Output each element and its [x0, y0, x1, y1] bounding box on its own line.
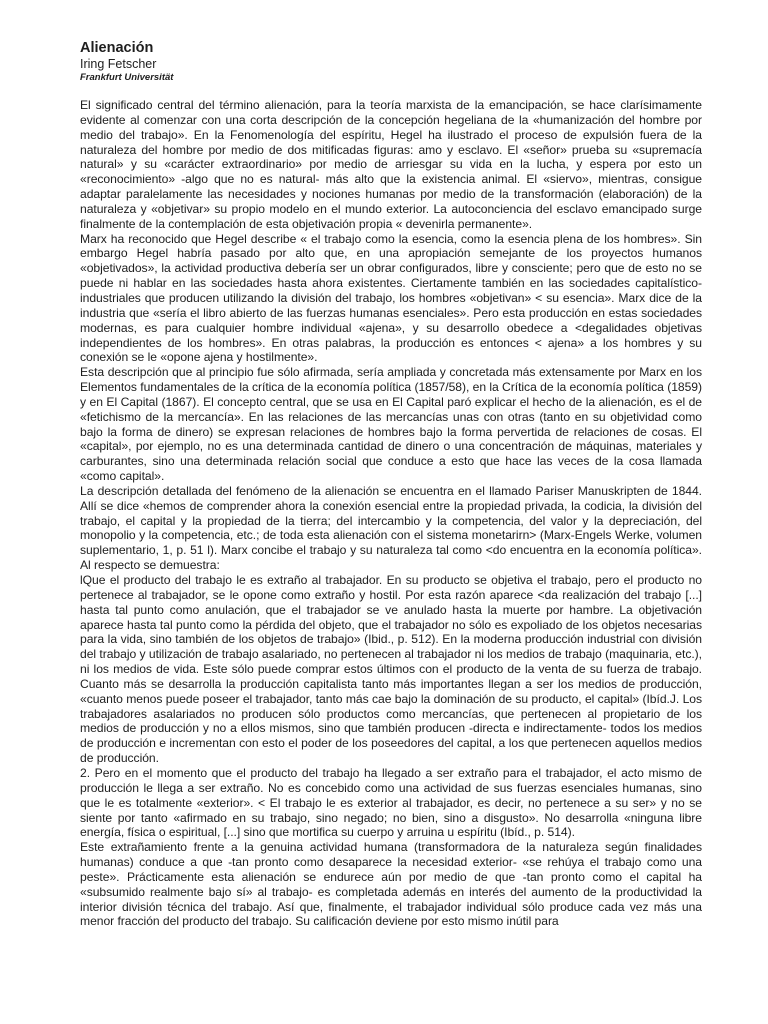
- author-name: Iring Fetscher: [80, 57, 157, 71]
- paragraph: lQue el producto del trabajo le es extraño al trabajador. En su producto se objetiva el trabajo, pero el producto no pertenece al trabajador, se le opone como extraño y hostil. Por esta razón aparece <da realización del trabajo [...] hasta tal punto como anulación, que el trabajador se ve anulado hasta la muerte por hambre. La objetivación aparece hasta tal punto como la pérdida del objeto, que el trabajador no sólo es expoliado de los objetos necesarias para la vida, sino también de los objetos de trabajo» (Ibid., p. 512). En la moderna producción industrial con división del trabajo y utilización de trabajo asalariado, no pertenecen al trabajador ni los medios de trabajo (maquinaria, etc.), ni los medios de vida. Este sólo puede comprar estos últimos con el producto de la venta de su fuerza de trabajo. Cuanto más se desarrolla la producción capitalista tanto más importantes llegan a ser los medios de producción, «cuanto menos puede poseer el trabajador, tanto más cae bajo la dominación de su producto, el capital» (Ibíd.J. Los trabajadores asalariados no producen sólo productos como mercancías, que pertenecen al propietario de los medios de producción y no a ellos mismos, sino que también producen -directa e indirectamente- todos los medios de producción e incrementan con esto el poder de los poseedores del capital, a los que pertenecen aquellos medios de producción.: [80, 573, 702, 766]
- paragraph: 2. Pero en el momento que el producto del trabajo ha llegado a ser extraño para el trabajador, el acto mismo de producción le llega a ser extraño. No es concebido como una actividad de sus fuerzas esenciales humanas, sino que le es totalmente «exterior». < El trabajo le es exterior al trabajador, es decir, no pertenece a su ser» y no se siente por tanto «afirmado en su trabajo, sino negado; no bien, sino a disgusto». No desarrolla «ninguna libre energía, física o espiritual, [...] sino que mortifica su cuerpo y arruina u espíritu (Ibíd., p. 514).: [80, 765, 702, 840]
- paragraph: Esta descripción que al principio fue sólo afirmada, sería ampliada y concretada más extensamente por Marx en los Elementos fundamentales de la crítica de la economía política (1857/58), en la Crítica de la economía política (1859) y en El Capital (1867). El concepto central, que se usa en El Capital paró explicar el hecho de la alienación, es el de «fetichismo de la mercancía». En las relaciones de las mercancías unas con otras (tanto en su objetividad como bajo la forma de dinero) se expresan relaciones de hombres bajo la forma pervertida de relaciones de cosas. El «capital», por ejemplo, no es una determinada cantidad de dinero o una concentración de máquinas, materiales y carburantes, sino una determinada relación social que conduce a esto que hace las veces de la cosa llamada «como capital».: [80, 365, 702, 484]
- paragraph: El significado central del término alienación, para la teoría marxista de la emancipación, se hace clarísimamente evidente al comenzar con una corta descripción de la concepción hegeliana de la «humanización del hombre por medio del trabajo». En la Fenomenología del espíritu, Hegel ha ilustrado el proceso de expulsión fuera de la naturaleza del hombre por medio de dos mitificadas figuras: amo y esclavo. El «señor» prueba su «supremacía natural» y su «carácter extraordinario» por medio de arriesgar su vida en la lucha, y espera por esto un «reconocimiento» -algo que no es natural- más alto que la existencia animal. El «siervo», mientras, consigue adaptar paralelamente las necesidades y nociones humanas por medio de la transformación (elaboración) de la naturaleza y «objetivar» su propio modelo en el mundo exterior. La autoconciencia del esclavo emancipado surge finalmente de la contemplación de esta objetivación propia « devenirla permanente».: [80, 98, 702, 231]
- author-affiliation: Frankfurt Universität: [80, 72, 174, 83]
- paragraph: La descripción detallada del fenómeno de la alienación se encuentra en el llamado Pariser Manuskripten de 1844. Allí se dice «hemos de comprender ahora la conexión esencial entre la propiedad privada, la codicia, la división del trabajo, el capital y la propiedad de la tierra; del intercambio y la competencia, del valor y la depreciación, del monopolio y la competencia, etc.; de toda esta alienación con el sistema monetarirn> (Marx-Engels Werke, volumen suplementario, 1, p. 51 l). Marx concibe el trabajo y su naturaleza tal como <do encuentra en la economía política». Al respecto se demuestra:: [80, 483, 702, 573]
- paragraph: Este extrañamiento frente a la genuina actividad humana (transformadora de la naturaleza según finalidades humanas) conduce a que -tan pronto como desaparece la necesidad exterior- «se rehúya el trabajo como una peste». Prácticamente esta alienación se endurece aún por medio de que -tan pronto como el capital ha «subsumido realmente bajo sí» al trabajo- es completada además en interés del aumento de la productividad la interior división técnica del trabajo. Así que, finalmente, el trabajador individual sólo produce cada vez más una menor fracción del producto del trabajo. Su calificación deviene por esto mismo inútil para: [80, 840, 702, 929]
- document-title: Alienación: [80, 40, 154, 56]
- article-body: [80, 98, 702, 929]
- paragraph: Marx ha reconocido que Hegel describe « el trabajo como la esencia, como la esencia plena de los hombres». Sin embargo Hegel habría pasado por alto que, en una apropiación semejante de los proyectos humanos «objetivados», la actividad productiva debería ser un obrar configurados, libre y consciente; pero que de esto no se puede ni hablar en las sociedades hasta ahora existentes. Ciertamente también en las sociedades capitalístico-industriales que producen utilizando la división del trabajo, los hombres «objetivan» < su esencia». Marx dice de la industria que «sería el libro abierto de las fuerzas humanas esenciales». Pero esta producción en estas sociedades modernas, es para cualquier hombre individual «ajena», y su desarrollo obedece a <degalidades objetivas independientes de los hombres». En otras palabras, la producción es entonces < ajena» a los hombres y su conexión se le «opone ajena y hostilmente».: [80, 231, 702, 365]
